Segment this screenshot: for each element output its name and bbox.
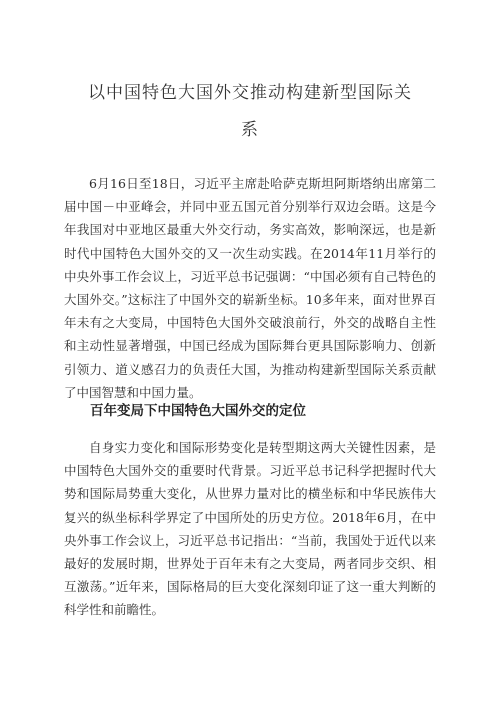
paragraph-intro: 6月16日至18日，习近平主席赴哈萨克斯坦阿斯塔纳出席第二届中国－中亚峰会，并同中亚五国元首分别举行双边会晤。这是今年我国对中亚地区最重大外交行动，务实高效，影响深远，也是新时代中国特色大国外交的又一次生动实践。在2014年11月举行的中央外事工作会议上，习近平总书记强调：“中国必须有自己特色的大国外交。”这标注了中国外交的崭新坐标。10多年来，面对世界百年未有之大变局，中国特色大国外交破浪前行，外交的战略自主性和主动性显著增强，中国已经成为国际舞台更具国际影响力、创新引领力、道义感召力的负责任大国，为推动构建新型国际关系贡献了中国智慧和中国力量。	[64, 176, 436, 400]
paragraph-section-1: 自身实力变化和国际形势变化是转型期这两大关键性因素，是中国特色大国外交的重要时代背景。习近平总书记科学把握时代大势和国际局势重大变化，从世界力量对比的横坐标和中华民族伟大复兴的纵坐标科学界定了中国所处的历史方位。2018年6月，在中央外事工作会议上，习近平总书记指出：“当前，我国处于近代以来最好的发展时期，世界处于百年未有之大变局，两者同步交织、相互激荡。”近年来，国际格局的巨大变化深刻印证了这一重大判断的科学性和前瞻性。	[64, 440, 436, 618]
section-heading: 百年变局下中国特色大国外交的定位	[90, 403, 306, 419]
document-title-line-2: 系	[241, 120, 259, 140]
document-title-line-1: 以中国特色大国外交推动构建新型国际关	[88, 83, 412, 103]
